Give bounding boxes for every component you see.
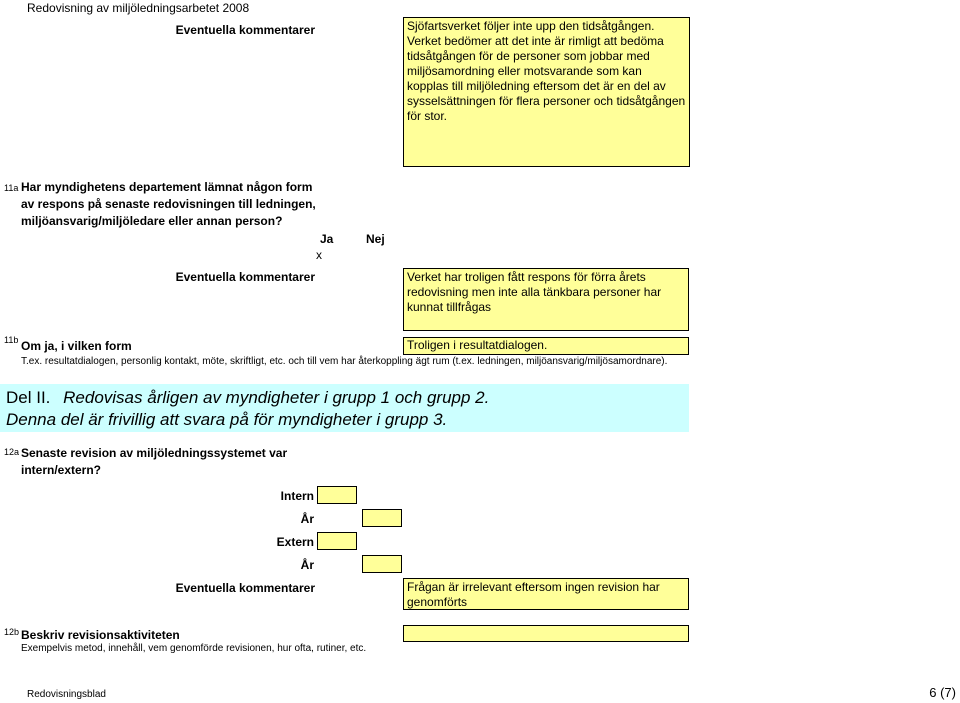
q11a-question: Har myndighetens departement lämnat någon form av respons på senaste redovisningen till ledningen, miljöansvarig/miljöledare eller annan person?	[21, 180, 316, 228]
q11b-hint: T.ex. resultatdialogen, personlig kontakt, möte, skriftligt, etc. och till vem har återkoppling ägt rum (t.ex. ledningen, miljöansvarig/miljösamordnare).	[21, 356, 668, 367]
intro-comment-box[interactable]: Sjöfartsverket följer inte upp den tidsåtgången. Verket bedömer att det inte är rimligt att bedöma tidsåtgången för de personer som jobbar med miljösamordning eller motsvarande som kan kopplas till miljöledning eftersom det är en del av sysselsättningen för flera personer och tidsåtgången för stor.	[403, 17, 690, 167]
intro-comment-label: Eventuella kommentarer	[175, 23, 315, 37]
q12a-comment-label: Eventuella kommentarer	[175, 581, 315, 595]
intern-label: Intern	[280, 489, 314, 503]
q11a-comment-box[interactable]: Verket har troligen fått respons för förra årets redovisning men inte alla tänkbara personer har kunnat tillfrågas	[403, 268, 689, 331]
q11a-comment-label: Eventuella kommentarer	[175, 270, 315, 284]
ar-label-extern: År	[300, 558, 314, 572]
q12b-question: Beskriv revisionsaktiviteten	[21, 628, 180, 642]
q12a-comment-box[interactable]: Frågan är irrelevant eftersom ingen revision har genomförts	[403, 578, 689, 610]
part2-band	[0, 384, 689, 432]
ar-label-intern: År	[300, 512, 314, 526]
q11b-number: 11b	[4, 335, 19, 345]
intern-field[interactable]	[317, 486, 357, 504]
q11b-question: Om ja, i vilken form	[21, 339, 132, 353]
part2-line2: Denna del är frivillig att svara på för myndigheter i grupp 3.	[6, 410, 448, 429]
document-title: Redovisning av miljöledningsarbetet 2008	[27, 1, 250, 15]
ja-label: Ja	[320, 232, 334, 246]
intern-year-field[interactable]	[362, 509, 402, 527]
part2-label: Del II.	[6, 388, 51, 407]
page-number: 6 (7)	[929, 685, 956, 700]
footer-name: Redovisningsblad	[27, 689, 106, 700]
part2-line1: Redovisas årligen av myndigheter i grupp 1 och grupp 2.	[63, 388, 490, 407]
q11a-number: 11a	[4, 183, 19, 193]
q12a-number: 12a	[4, 447, 20, 457]
nej-checkbox[interactable]	[362, 248, 402, 263]
q12b-hint: Exempelvis metod, innehåll, vem genomförde revisionen, hur ofta, rutiner, etc.	[21, 643, 367, 654]
q12a-question: Senaste revision av miljöledningssystemet var intern/extern?	[21, 446, 288, 477]
ja-checkbox[interactable]: x	[316, 248, 322, 262]
nej-label: Nej	[366, 232, 385, 246]
extern-label: Extern	[276, 535, 314, 549]
extern-year-field[interactable]	[362, 555, 402, 573]
q12b-answer-box[interactable]	[403, 625, 689, 642]
extern-field[interactable]	[317, 532, 357, 550]
q12b-number: 12b	[4, 627, 20, 637]
q11b-answer-box[interactable]: Troligen i resultatdialogen.	[403, 337, 689, 355]
